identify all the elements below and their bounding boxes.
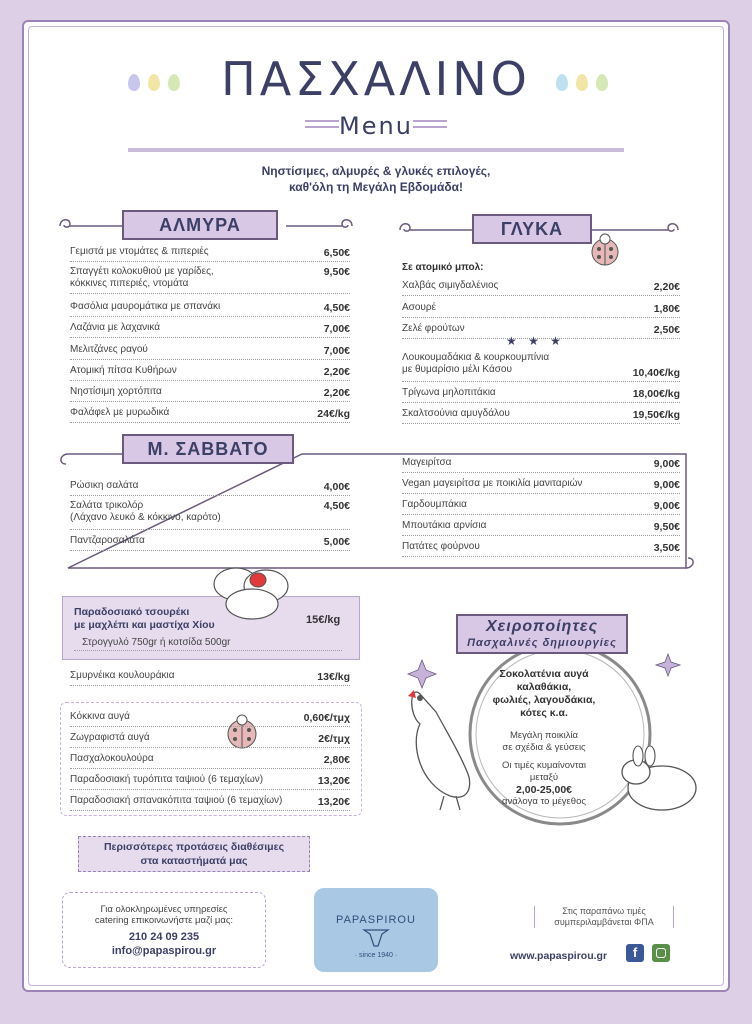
item-price: 13,20€ <box>317 775 350 787</box>
almyra-row <box>70 386 350 402</box>
item-name: Τρίγωνα μηλοπιτάκια <box>402 387 496 398</box>
almyra-row <box>70 365 350 381</box>
handmade-products: Σοκολατένια αυγά καλαθάκια, φωλιές, λαγουδάκια, κότες κ.α. <box>492 668 596 719</box>
page-title: ΠΑΣΧΑΛΙΝΟ <box>221 52 531 106</box>
instagram-icon[interactable] <box>652 944 670 962</box>
item-price: 4,50€ <box>323 500 350 512</box>
item-price: 19,50€/kg <box>632 409 680 421</box>
eggs-row <box>70 795 350 811</box>
savvato-heading: Μ. ΣΑΒΒΑΤΟ <box>122 434 294 464</box>
item-name: Φασόλια μαυρομάτικα με σπανάκι <box>70 301 221 312</box>
glyka-row <box>402 280 680 296</box>
item-price: 7,00€ <box>323 345 350 357</box>
item-name: Παραδοσιακή τυρόπιτα ταψιού (6 τεμαχίων) <box>70 774 264 785</box>
handmade-variety: Μεγάλη ποικιλία σε σχέδια & γεύσεις <box>502 730 586 753</box>
item-price: 2,20€ <box>323 387 350 399</box>
item-name: Μαγειρίτσα <box>402 457 452 468</box>
savvato-row <box>402 457 680 473</box>
item-name: Νηστίσιμη χορτόπιτα <box>70 386 162 397</box>
tsoureki-sub: Στρογγυλό 750gr ή κοτσίδα 500gr <box>74 637 342 651</box>
item-price: 10,40€/kg <box>632 367 680 379</box>
item-name: Πασχαλοκουλούρα <box>70 753 154 764</box>
item-price: 9,50€ <box>323 266 350 278</box>
item-price: 2,50€ <box>653 324 680 336</box>
almyra-row <box>70 322 350 338</box>
handmade-banner: Χειροποίητες Πασχαλινές δημιουργίες <box>456 614 628 654</box>
item-price: 2,20€ <box>323 366 350 378</box>
item-price: 13,20€ <box>317 796 350 808</box>
brand-logo <box>314 888 438 972</box>
item-price: 4,00€ <box>323 481 350 493</box>
tagline <box>180 163 572 195</box>
item-price: 9,00€ <box>653 479 680 491</box>
brand-name: PAPASPIROU <box>336 914 416 926</box>
koulourakia-row <box>70 670 350 686</box>
item-price: 6,50€ <box>323 247 350 259</box>
savvato-row <box>402 541 680 557</box>
glyka-row <box>402 352 680 382</box>
website-link[interactable]: www.papaspirou.gr <box>510 950 608 962</box>
savvato-row <box>402 520 680 536</box>
item-name: Σκαλτσούνια αμυγδάλου <box>402 408 510 419</box>
glyka-row <box>402 302 680 318</box>
eggs-row <box>70 774 350 790</box>
almyra-row <box>70 246 350 262</box>
glyka-heading: ΓΛΥΚΑ <box>472 214 592 244</box>
item-price: 24€/kg <box>317 408 350 420</box>
header-divider <box>128 148 624 152</box>
catering-text: Για ολοκληρωμένες υπηρεσίες catering επικοινωνήστε μαζί μας: <box>94 904 234 926</box>
glyka-row <box>402 387 680 403</box>
phone-number[interactable]: 210 24 09 235 <box>128 931 200 943</box>
tsoureki-name: Παραδοσιακό τσουρέκι με μαχλέπι και μαστίχα Χίου <box>74 606 215 631</box>
item-price: 2,20€ <box>653 281 680 293</box>
vat-note: Στις παραπάνω τιμές συμπεριλαμβάνεται ΦΠΑ <box>534 906 674 928</box>
savvato-row <box>70 500 350 530</box>
item-name: Πατάτες φούρνου <box>402 541 480 552</box>
item-name: Μπουτάκια αρνίσια <box>402 520 487 531</box>
stars-separator: ★ ★ ★ <box>506 334 565 348</box>
item-price: 2€/τμχ <box>318 733 350 745</box>
item-name: Λαζάνια με λαχανικά <box>70 322 161 333</box>
item-price: 9,00€ <box>653 458 680 470</box>
almyra-row <box>70 301 350 317</box>
item-name: Γαρδουμπάκια <box>402 499 467 510</box>
savvato-row <box>402 478 680 494</box>
item-name: Vegan μαγειρίτσα με ποικιλία μανιταριών <box>402 478 583 489</box>
item-price: 7,00€ <box>323 323 350 335</box>
item-name: Παντζαροσαλάτα <box>70 535 145 546</box>
item-name: Ζωγραφιστά αυγά <box>70 732 150 743</box>
item-price: 4,50€ <box>323 302 350 314</box>
item-name: Γεμιστά με ντομάτες & πιπεριές <box>70 246 209 257</box>
eggs-row <box>70 753 350 769</box>
item-name: Ατομική πίτσα Κυθήρων <box>70 365 177 376</box>
savvato-row <box>402 499 680 515</box>
almyra-heading: ΑΛΜΥΡΑ <box>122 210 278 240</box>
almyra-row <box>70 266 350 294</box>
brand-since: · since 1940 · <box>354 952 398 959</box>
savvato-row <box>70 535 350 551</box>
page-subtitle: Menu <box>339 112 413 140</box>
tsoureki-price: 15€/kg <box>306 614 341 626</box>
item-name: Κόκκινα αυγά <box>70 711 130 722</box>
glyka-subheading: Σε ατομικό μπολ: <box>402 262 484 273</box>
more-suggestions-box: Περισσότερες προτάσεις διαθέσιμες στα καταστήματά μας <box>78 836 310 872</box>
item-name: Φαλάφελ με μυρωδικά <box>70 407 170 418</box>
item-price: 5,00€ <box>323 536 350 548</box>
item-price: 9,50€ <box>653 521 680 533</box>
item-price: 3,50€ <box>653 542 680 554</box>
item-name: Χαλβάς σιμιγδαλένιος <box>402 280 499 291</box>
email-link[interactable]: info@papaspirou.gr <box>111 945 217 957</box>
glyka-row <box>402 408 680 424</box>
almyra-row <box>70 344 350 360</box>
item-name: Ασουρέ <box>402 302 437 313</box>
ladybug-icon <box>588 232 622 268</box>
item-name: Σπαγγέτι κολοκυθιού με γαρίδες, κόκκινες πιπεριές, ντομάτα <box>70 266 214 289</box>
item-price: 13€/kg <box>317 671 350 683</box>
facebook-icon[interactable]: f <box>626 944 644 962</box>
item-price: 0,60€/τμχ <box>303 712 350 724</box>
brand-mark-icon <box>362 928 390 948</box>
savvato-row <box>70 480 350 496</box>
handmade-price-range: Οι τιμές κυμαίνονται μεταξύ 2,00-25,00€ ανάλογα το μέγεθος <box>502 760 586 807</box>
catering-contact <box>62 930 266 958</box>
eggs-row <box>70 732 350 748</box>
item-name: Παραδοσιακή σπανακόπιτα ταψιού (6 τεμαχίων) <box>70 795 283 806</box>
item-name: Ζελέ φρούτων <box>402 323 465 334</box>
item-name: Ρώσικη σαλάτα <box>70 480 139 491</box>
item-name: Μελιτζάνες ραγού <box>70 344 148 355</box>
item-name: Λουκουμαδάκια & κουρκουμπίνια με θυμαρίσιο μέλι Κάσου <box>402 352 550 375</box>
eggs-row <box>70 711 350 727</box>
item-name: Σμυρνέικα κουλουράκια <box>70 670 175 681</box>
tsoureki-bread-icon <box>208 564 298 622</box>
item-name: Σαλάτα τρικολόρ (Λάχανο λευκό & κόκκινο, καρότο) <box>70 500 221 523</box>
tagline-line-2: καθ'όλη τη Μεγάλη Εβδομάδα! <box>288 180 464 194</box>
item-price: 9,00€ <box>653 500 680 512</box>
item-price: 2,80€ <box>323 754 350 766</box>
tagline-line-1: Νηστίσιμες, αλμυρές & γλυκές επιλογές, <box>261 164 491 178</box>
item-price: 18,00€/kg <box>632 388 680 400</box>
almyra-row <box>70 407 350 423</box>
item-price: 1,80€ <box>653 303 680 315</box>
